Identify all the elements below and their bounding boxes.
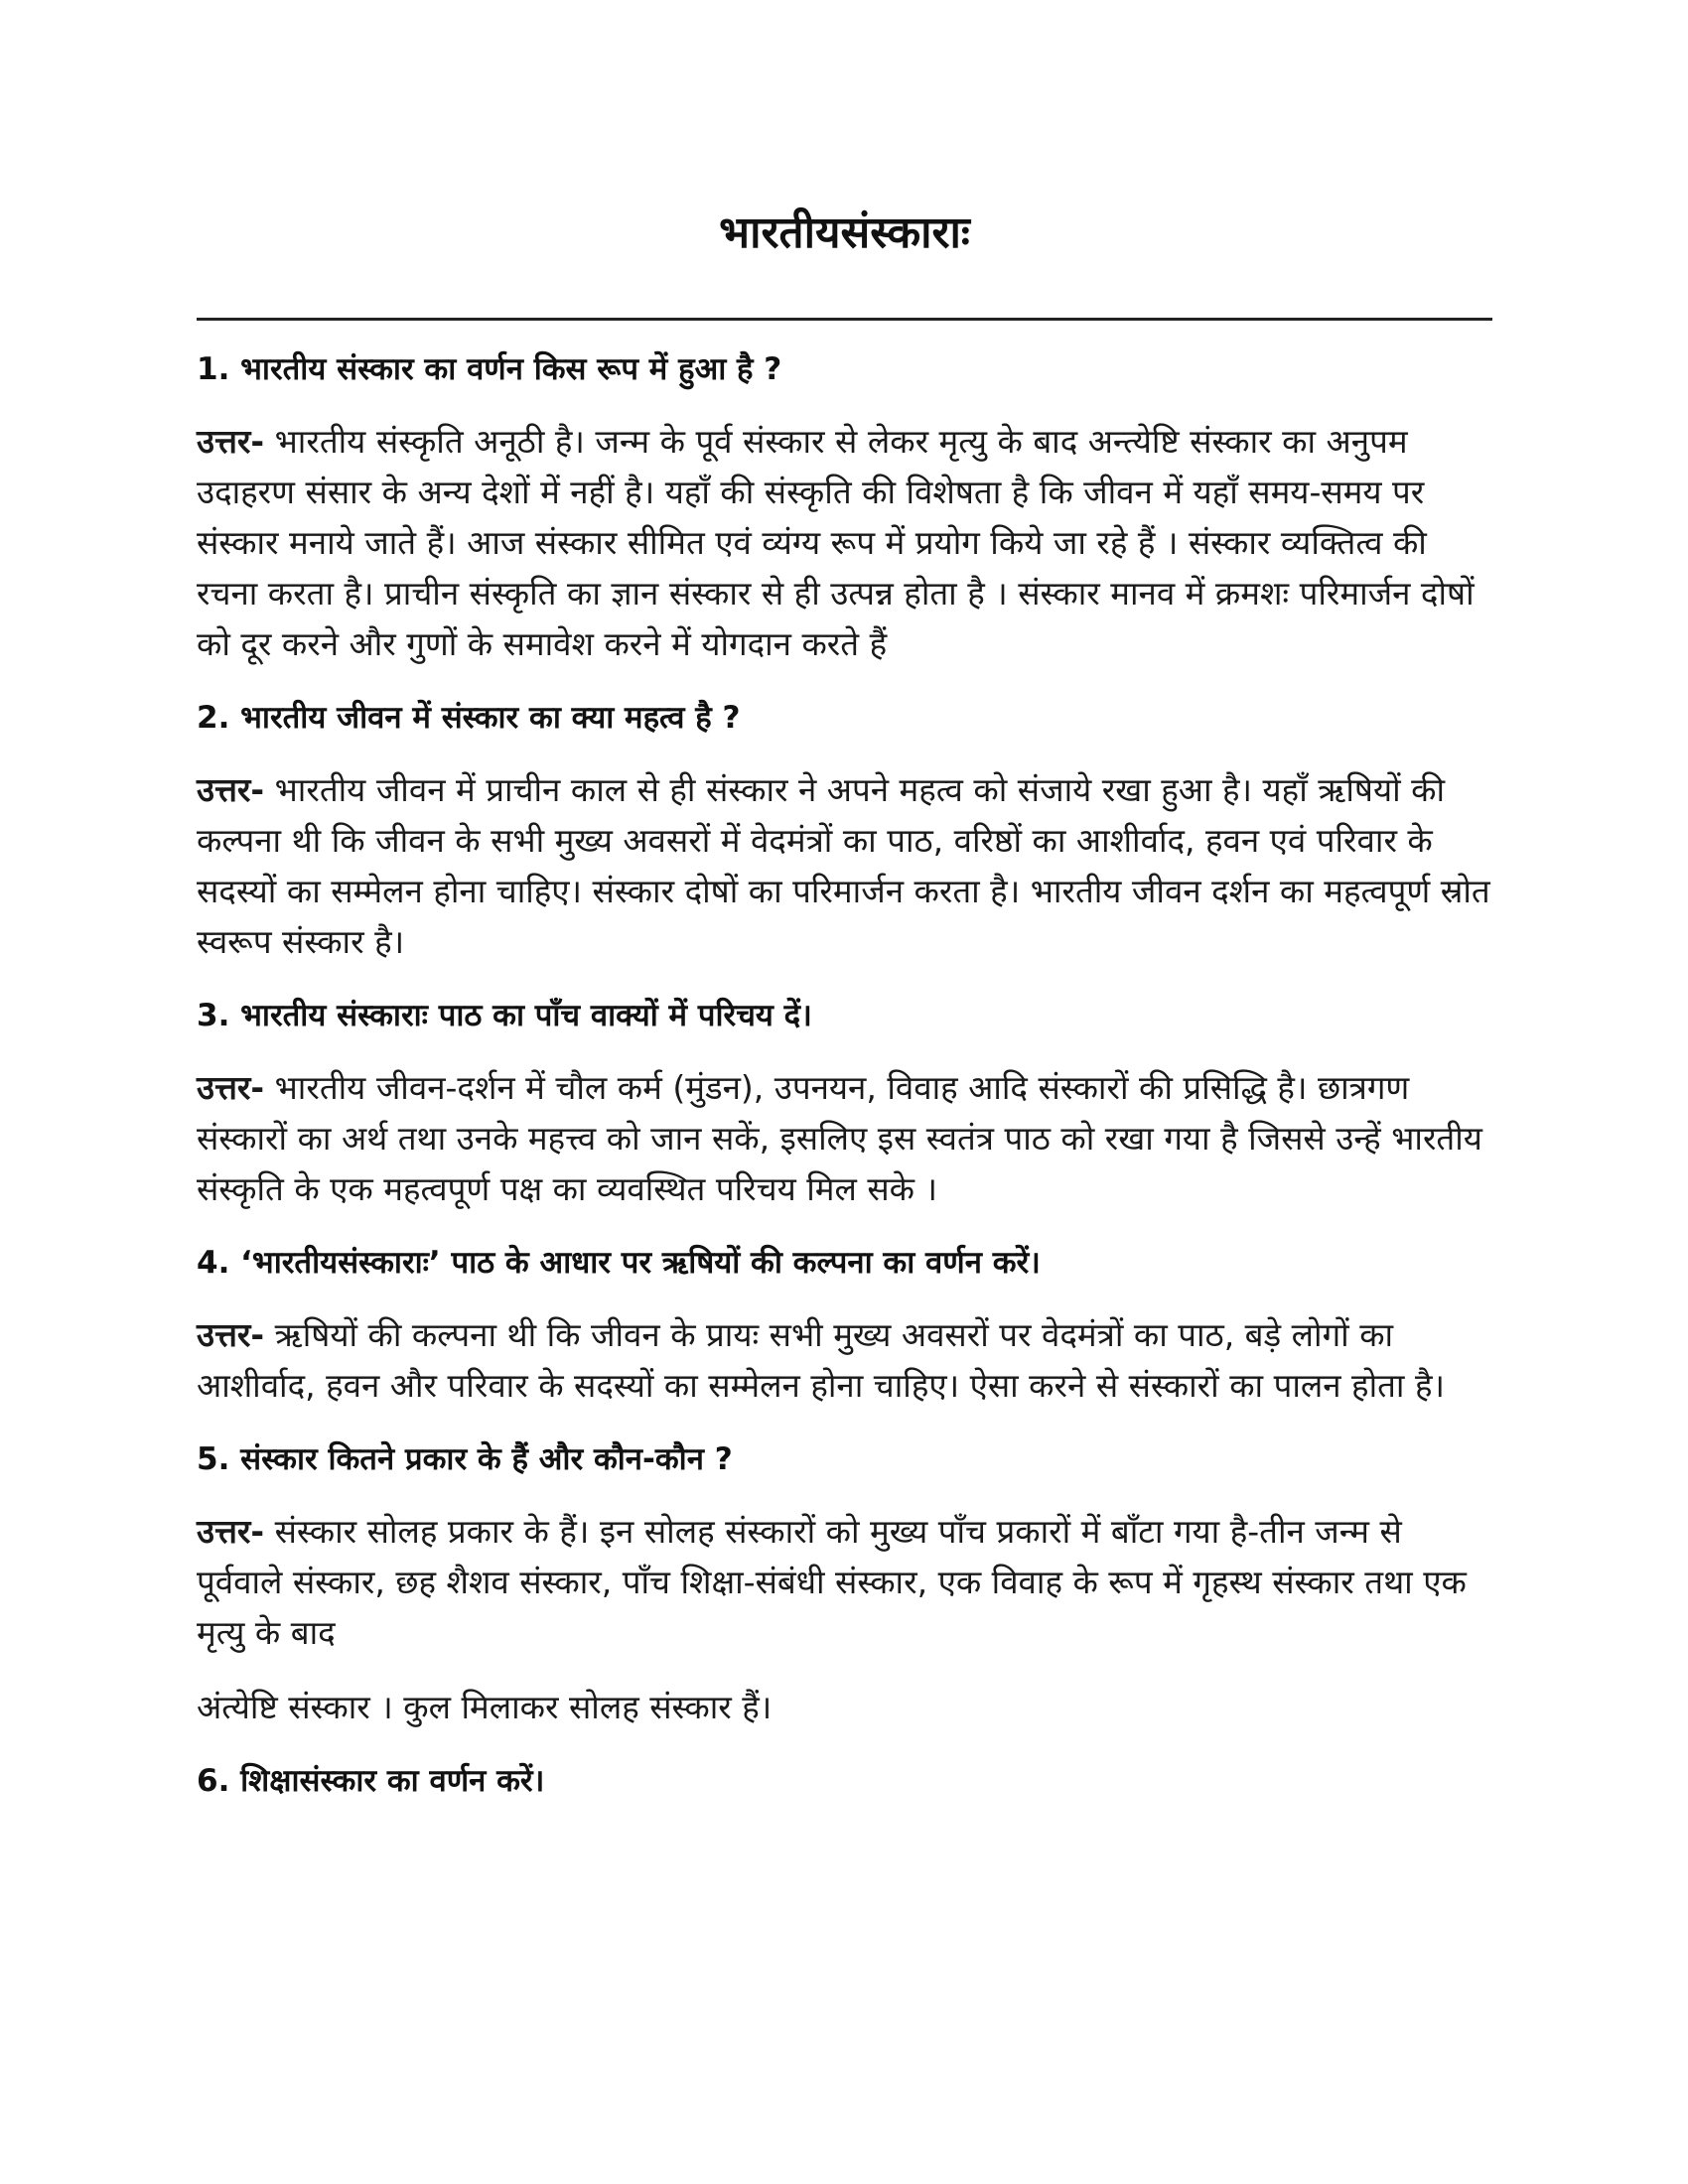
answer-text: भारतीय जीवन-दर्शन में चौल कर्म (मुंडन), उपनयन, विवाह आदि संस्कारों की प्रसिद्धि है। छात्रगण संस्कारों का अर्थ तथा उनके महत्त्व को जान सकें, इसलिए इस स्वतंत्र पाठ को रखा गया है जिससे उन्हें भारतीय संस्कृति के एक महत्वपूर्ण पक्ष का व्यवस्थित परिचय मिल सके । (197, 1068, 1482, 1208)
qa-item-2 (197, 697, 1492, 967)
answer-text: भारतीय जीवन में प्राचीन काल से ही संस्कार ने अपने महत्व को संजाये रखा हुआ है। यहाँ ऋषियों की कल्पना थी कि जीवन के सभी मुख्य अवसरों में वेदमंत्रों का पाठ, वरिष्ठों का आशीर्वाद, हवन एवं परिवार के सदस्यों का सम्मेलन होना चाहिए। संस्कार दोषों का परिमार्जन करता है। भारतीय जीवन दर्शन का महत्वपूर्ण स्रोत स्वरूप संस्कार है। (197, 770, 1490, 961)
qa-item-3 (197, 995, 1492, 1214)
answer-4 (197, 1309, 1492, 1411)
answer-text: भारतीय संस्कृति अनूठी है। जन्म के पूर्व संस्कार से लेकर मृत्यु के बाद अन्त्येष्टि संस्कार का अनुपम उदाहरण संसार के अन्य देशों में नहीं है। यहाँ की संस्कृति की विशेषता है कि जीवन में यहाँ समय-समय पर संस्कार मनाये जाते हैं। आज संस्कार सीमित एवं व्यंग्य रूप में प्रयोग किये जा रहे हैं । संस्कार व्यक्तित्व की रचना करता है। प्राचीन संस्कृति का ज्ञान संस्कार से ही उत्पन्न होता है । संस्कार मानव में क्रमशः परिमार्जन दोषों को दूर करने और गुणों के समावेश करने में योगदान करते हैं (197, 422, 1475, 663)
answer-text: संस्कार सोलह प्रकार के हैं। इन सोलह संस्कारों को मुख्य पाँच प्रकारों में बाँटा गया है-तीन जन्म से पूर्ववाले संस्कार, छह शैशव संस्कार, पाँच शिक्षा-संबंधी संस्कार, एक विवाह के रूप में गृहस्थ संस्कार तथा एक मृत्यु के बाद (197, 1512, 1467, 1652)
question-4: 4. ‘भारतीयसंस्काराः’ पाठ के आधार पर ऋषियों की कल्पना का वर्णन करें। (197, 1245, 1041, 1281)
question-3: 3. भारतीय संस्काराः पाठ का पाँच वाक्यों में परिचय दें। (197, 998, 812, 1033)
answer-label: उत्तर- (197, 1512, 265, 1551)
answer-label: उत्तर- (197, 422, 265, 461)
answer-3 (197, 1062, 1492, 1214)
question-6: 6. शिक्षासंस्कार का वर्णन करें। (197, 1763, 545, 1799)
question-1: 1. भारतीय संस्कार का वर्णन किस रूप में हुआ है ? (197, 351, 782, 387)
answer-5-continuation: अंत्येष्टि संस्कार । कुल मिलाकर सोलह संस्कार हैं। (197, 1688, 773, 1726)
answer-text: ऋषियों की कल्पना थी कि जीवन के प्रायः सभी मुख्य अवसरों पर वेदमंत्रों का पाठ, बड़े लोगों का आशीर्वाद, हवन और परिवार के सदस्यों का सम्मेलन होना चाहिए। ऐसा करने से संस्कारों का पालन होता है। (197, 1315, 1445, 1405)
answer-1 (197, 416, 1492, 669)
answer-label: उत्तर- (197, 1315, 265, 1354)
qa-item-5 (197, 1438, 1492, 1732)
answer-label: उत्तर- (197, 1068, 265, 1107)
question-5: 5. संस्कार कितने प्रकार के हैं और कौन-कौन ? (197, 1441, 733, 1477)
document-page (197, 0, 1492, 1802)
qa-item-4 (197, 1242, 1492, 1411)
answer-5 (197, 1506, 1492, 1658)
qa-item-1 (197, 348, 1492, 669)
title-divider (197, 318, 1492, 321)
question-2: 2. भारतीय जीवन में संस्कार का क्या महत्व है ? (197, 700, 741, 736)
answer-label: उत्तर- (197, 770, 265, 809)
answer-2 (197, 764, 1492, 967)
document-title: भारतीयसंस्काराः (719, 207, 970, 258)
qa-item-6 (197, 1760, 1492, 1802)
